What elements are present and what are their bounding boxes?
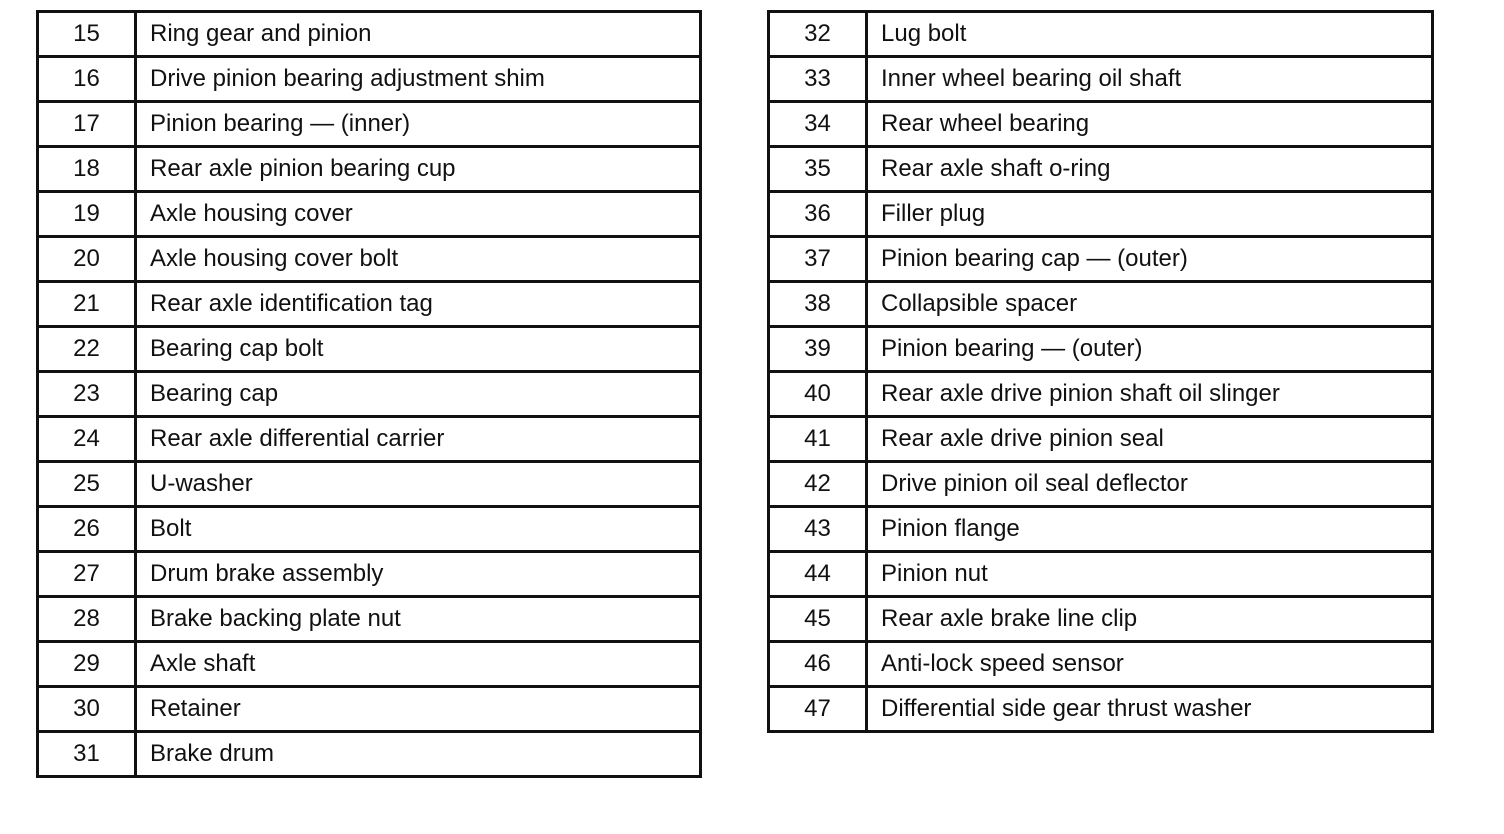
table-row — [38, 282, 701, 327]
table-row — [38, 642, 701, 687]
part-number: 23 — [38, 372, 136, 417]
part-description: Axle housing cover bolt — [136, 237, 701, 282]
part-description: Inner wheel bearing oil shaft — [867, 57, 1433, 102]
part-number: 41 — [769, 417, 867, 462]
part-description: Axle shaft — [136, 642, 701, 687]
part-number: 42 — [769, 462, 867, 507]
table-body — [769, 12, 1433, 732]
table-row — [769, 327, 1433, 372]
part-number: 40 — [769, 372, 867, 417]
part-description: Brake drum — [136, 732, 701, 777]
table-row — [769, 642, 1433, 687]
part-description: Rear axle identification tag — [136, 282, 701, 327]
table-row — [769, 57, 1433, 102]
part-number: 21 — [38, 282, 136, 327]
part-description: Retainer — [136, 687, 701, 732]
part-number: 19 — [38, 192, 136, 237]
part-number: 30 — [38, 687, 136, 732]
table-row — [769, 687, 1433, 732]
part-description: Rear axle brake line clip — [867, 597, 1433, 642]
table-body — [38, 12, 701, 777]
part-number: 16 — [38, 57, 136, 102]
part-number: 20 — [38, 237, 136, 282]
table-row — [769, 507, 1433, 552]
table-row — [38, 102, 701, 147]
table-row — [769, 102, 1433, 147]
table-row — [38, 237, 701, 282]
part-number: 24 — [38, 417, 136, 462]
table-row — [769, 372, 1433, 417]
parts-legend-table-left — [36, 10, 702, 778]
table-row — [38, 327, 701, 372]
part-number: 26 — [38, 507, 136, 552]
part-number: 34 — [769, 102, 867, 147]
part-number: 17 — [38, 102, 136, 147]
part-number: 22 — [38, 327, 136, 372]
part-number: 28 — [38, 597, 136, 642]
part-description: Bearing cap bolt — [136, 327, 701, 372]
table-row — [38, 462, 701, 507]
part-number: 33 — [769, 57, 867, 102]
part-number: 31 — [38, 732, 136, 777]
table-row — [38, 687, 701, 732]
part-number: 44 — [769, 552, 867, 597]
table-row — [38, 147, 701, 192]
table-row — [769, 552, 1433, 597]
part-description: Lug bolt — [867, 12, 1433, 57]
table-row — [769, 417, 1433, 462]
part-number: 36 — [769, 192, 867, 237]
part-description: Pinion bearing cap — (outer) — [867, 237, 1433, 282]
table-row — [38, 417, 701, 462]
part-description: Rear axle pinion bearing cup — [136, 147, 701, 192]
part-number: 15 — [38, 12, 136, 57]
part-number: 37 — [769, 237, 867, 282]
part-description: Pinion bearing — (outer) — [867, 327, 1433, 372]
part-description: Pinion flange — [867, 507, 1433, 552]
part-number: 38 — [769, 282, 867, 327]
part-description: Pinion nut — [867, 552, 1433, 597]
part-description: Rear axle drive pinion seal — [867, 417, 1433, 462]
table-row — [769, 282, 1433, 327]
part-number: 35 — [769, 147, 867, 192]
part-number: 29 — [38, 642, 136, 687]
table-row — [769, 192, 1433, 237]
part-number: 27 — [38, 552, 136, 597]
part-number: 45 — [769, 597, 867, 642]
table-row — [38, 57, 701, 102]
part-description: Drive pinion bearing adjustment shim — [136, 57, 701, 102]
part-number: 39 — [769, 327, 867, 372]
part-description: Drum brake assembly — [136, 552, 701, 597]
part-description: U-washer — [136, 462, 701, 507]
table-row — [769, 597, 1433, 642]
table-row — [38, 372, 701, 417]
table-row — [769, 462, 1433, 507]
table-row — [38, 597, 701, 642]
part-description: Brake backing plate nut — [136, 597, 701, 642]
part-number: 25 — [38, 462, 136, 507]
table-row — [38, 507, 701, 552]
table-row — [38, 732, 701, 777]
part-number: 47 — [769, 687, 867, 732]
part-description: Filler plug — [867, 192, 1433, 237]
parts-legend-table-right — [767, 10, 1434, 733]
table-row — [769, 237, 1433, 282]
part-number: 43 — [769, 507, 867, 552]
part-description: Rear axle shaft o-ring — [867, 147, 1433, 192]
part-number: 46 — [769, 642, 867, 687]
part-description: Ring gear and pinion — [136, 12, 701, 57]
part-description: Pinion bearing — (inner) — [136, 102, 701, 147]
part-number: 32 — [769, 12, 867, 57]
part-description: Axle housing cover — [136, 192, 701, 237]
table-row — [38, 12, 701, 57]
part-number: 18 — [38, 147, 136, 192]
part-description: Bolt — [136, 507, 701, 552]
part-description: Anti-lock speed sensor — [867, 642, 1433, 687]
part-description: Differential side gear thrust washer — [867, 687, 1433, 732]
part-description: Collapsible spacer — [867, 282, 1433, 327]
table-row — [769, 147, 1433, 192]
part-description: Drive pinion oil seal deflector — [867, 462, 1433, 507]
part-description: Bearing cap — [136, 372, 701, 417]
table-row — [769, 12, 1433, 57]
table-row — [38, 192, 701, 237]
part-description: Rear axle drive pinion shaft oil slinger — [867, 372, 1433, 417]
part-description: Rear wheel bearing — [867, 102, 1433, 147]
table-row — [38, 552, 701, 597]
part-description: Rear axle differential carrier — [136, 417, 701, 462]
